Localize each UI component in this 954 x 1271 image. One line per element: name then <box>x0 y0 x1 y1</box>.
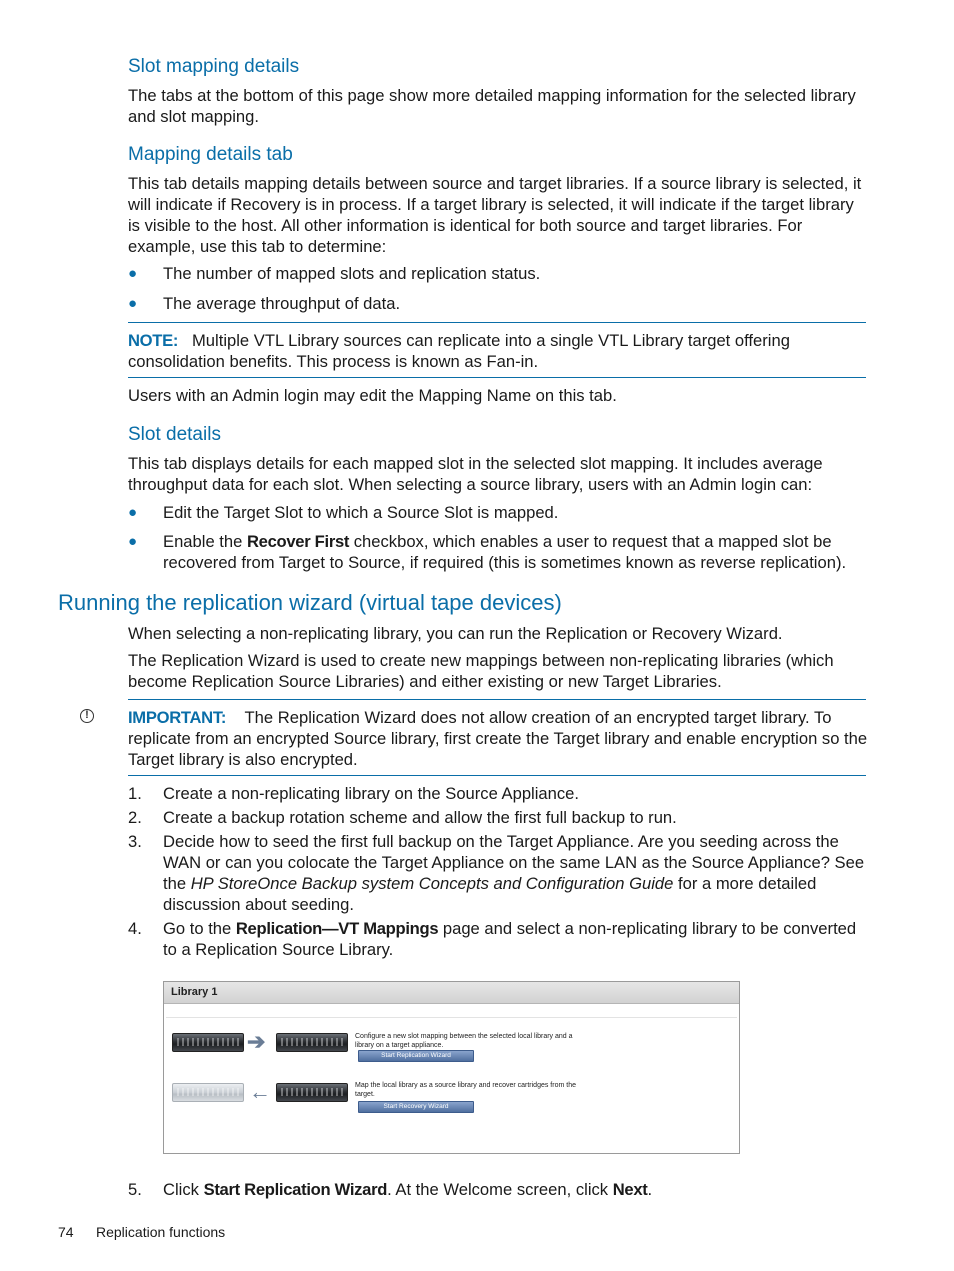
italic-guide-title: HP StoreOnce Backup system Concepts and Configuration Guide <box>190 874 674 893</box>
bullet-icon: ● <box>128 533 138 550</box>
important-top-rule <box>128 699 866 700</box>
step-number: 2. <box>128 808 142 827</box>
important-label: IMPORTANT: <box>128 708 227 727</box>
note-text: Multiple VTL Library sources can replicate into a single VTL Library target offering consolidation benefits. This process is known as Fan-in. <box>128 331 790 371</box>
bullet-icon: ● <box>128 504 138 521</box>
step-number: 1. <box>128 784 142 803</box>
page-number: 74 <box>58 1224 74 1240</box>
text-run: . At the Welcome screen, click <box>387 1180 613 1199</box>
step-text: Create a backup rotation scheme and allow the first full backup to run. <box>163 808 677 827</box>
important-icon: ! <box>80 709 94 723</box>
arrow-right-icon: ➔ <box>247 1029 266 1054</box>
heading-running-wizard: Running the replication wizard (virtual tape devices) <box>58 590 562 615</box>
heading-mapping-details-tab: Mapping details tab <box>128 144 293 165</box>
screenshot-subbar <box>166 1005 737 1018</box>
important-text: The Replication Wizard does not allow creation of an encrypted target library. To replicate from an encrypted Source library, first create the Target library and enable encryption so the Target library is also encrypted. <box>128 708 868 769</box>
arrow-left-icon: ← <box>249 1079 271 1104</box>
text-run: page and select a non-replicating library to be converted to a Replication Source Library. <box>163 919 857 959</box>
screenshot-header <box>164 982 739 1004</box>
start-recovery-wizard-button[interactable]: Start Recovery Wizard <box>358 1101 474 1113</box>
note-bottom-rule <box>128 377 866 378</box>
step-number: 5. <box>128 1180 142 1199</box>
bold-start-replication-wizard: Start Replication Wizard <box>203 1180 388 1199</box>
start-replication-wizard-button[interactable]: Start Replication Wizard <box>358 1050 474 1062</box>
footer-section-title: Replication functions <box>96 1224 226 1240</box>
paragraph-admin-edit: Users with an Admin login may edit the Mapping Name on this tab. <box>128 386 617 405</box>
replication-description: Configure a new slot mapping between the selected local library and a library on a target appliance. <box>355 1033 573 1049</box>
list-item-text <box>163 531 868 573</box>
bold-vt-mappings: Replication—VT Mappings <box>235 919 439 938</box>
note-top-rule <box>128 322 866 323</box>
paragraph-mapping-details-tab: This tab details mapping details between source and target libraries. If a source library is selected, it will indicate if Recovery is in process. If a target library is selected, it will indicate if the target library is visible to the host. All other information is identical for both source and target libraries. For example, use this tab to determine: <box>128 174 862 256</box>
text-run: checkbox, which enables a user to request that a mapped slot be recovered from Target to Source, if required (this is sometimes known as reverse replication). <box>163 532 847 572</box>
paragraph-slot-mapping-details: The tabs at the bottom of this page show more detailed mapping information for the selected library and slot mapping. <box>128 86 856 126</box>
bold-next: Next <box>612 1180 648 1199</box>
paragraph-wizard-purpose: The Replication Wizard is used to create new mappings between non-replicating libraries (which become Replication Source Libraries) and either existing or new Target Libraries. <box>128 651 834 691</box>
list-item-text: The number of mapped slots and replication status. <box>163 264 541 283</box>
step-number: 4. <box>128 919 142 938</box>
text-run: Click <box>163 1180 204 1199</box>
note-box <box>128 330 868 372</box>
text-run: for a more detailed discussion about seeding. <box>163 874 817 914</box>
source-library-faded-icon <box>172 1083 244 1102</box>
paragraph-wizard-intro: When selecting a non-replicating library, you can run the Replication or Recovery Wizard. <box>128 624 783 643</box>
text-run: Decide how to seed the first full backup on the Target Appliance. Are you seeding across the WAN or can you colocate the Target Appliance on the same LAN as the Source Appliance? See the <box>163 832 865 893</box>
text-run: . <box>647 1180 653 1199</box>
step-text: Create a non-replicating library on the Source Appliance. <box>163 784 580 803</box>
heading-slot-details: Slot details <box>128 424 221 445</box>
paragraph-slot-details: This tab displays details for each mapped slot in the selected slot mapping. It includes average throughput data for each slot. When selecting a source library, users with an Admin login can: <box>128 454 823 494</box>
source-library-icon <box>172 1033 244 1052</box>
important-bottom-rule <box>128 775 866 776</box>
target-library-icon <box>276 1033 348 1052</box>
bullet-icon: ● <box>128 265 138 282</box>
step-text <box>163 918 868 960</box>
step-number: 3. <box>128 832 142 851</box>
bullet-icon: ● <box>128 295 138 312</box>
recovery-description: Map the local library as a source library and recover cartridges from the target. <box>355 1082 576 1098</box>
text-run: Enable the <box>163 532 247 551</box>
important-box <box>128 707 868 770</box>
list-item-text: The average throughput of data. <box>163 294 401 313</box>
heading-slot-mapping-details: Slot mapping details <box>128 56 300 77</box>
list-item-text: Edit the Target Slot to which a Source Slot is mapped. <box>163 503 559 522</box>
target-library-icon <box>276 1083 348 1102</box>
bold-recover-first: Recover First <box>246 532 350 551</box>
library-wizard-screenshot <box>163 981 740 1154</box>
step-text <box>163 1179 868 1200</box>
note-label: NOTE: <box>128 331 179 350</box>
step-text <box>163 831 868 915</box>
screenshot-title: Library 1 <box>171 986 218 998</box>
text-run: Go to the <box>163 919 236 938</box>
